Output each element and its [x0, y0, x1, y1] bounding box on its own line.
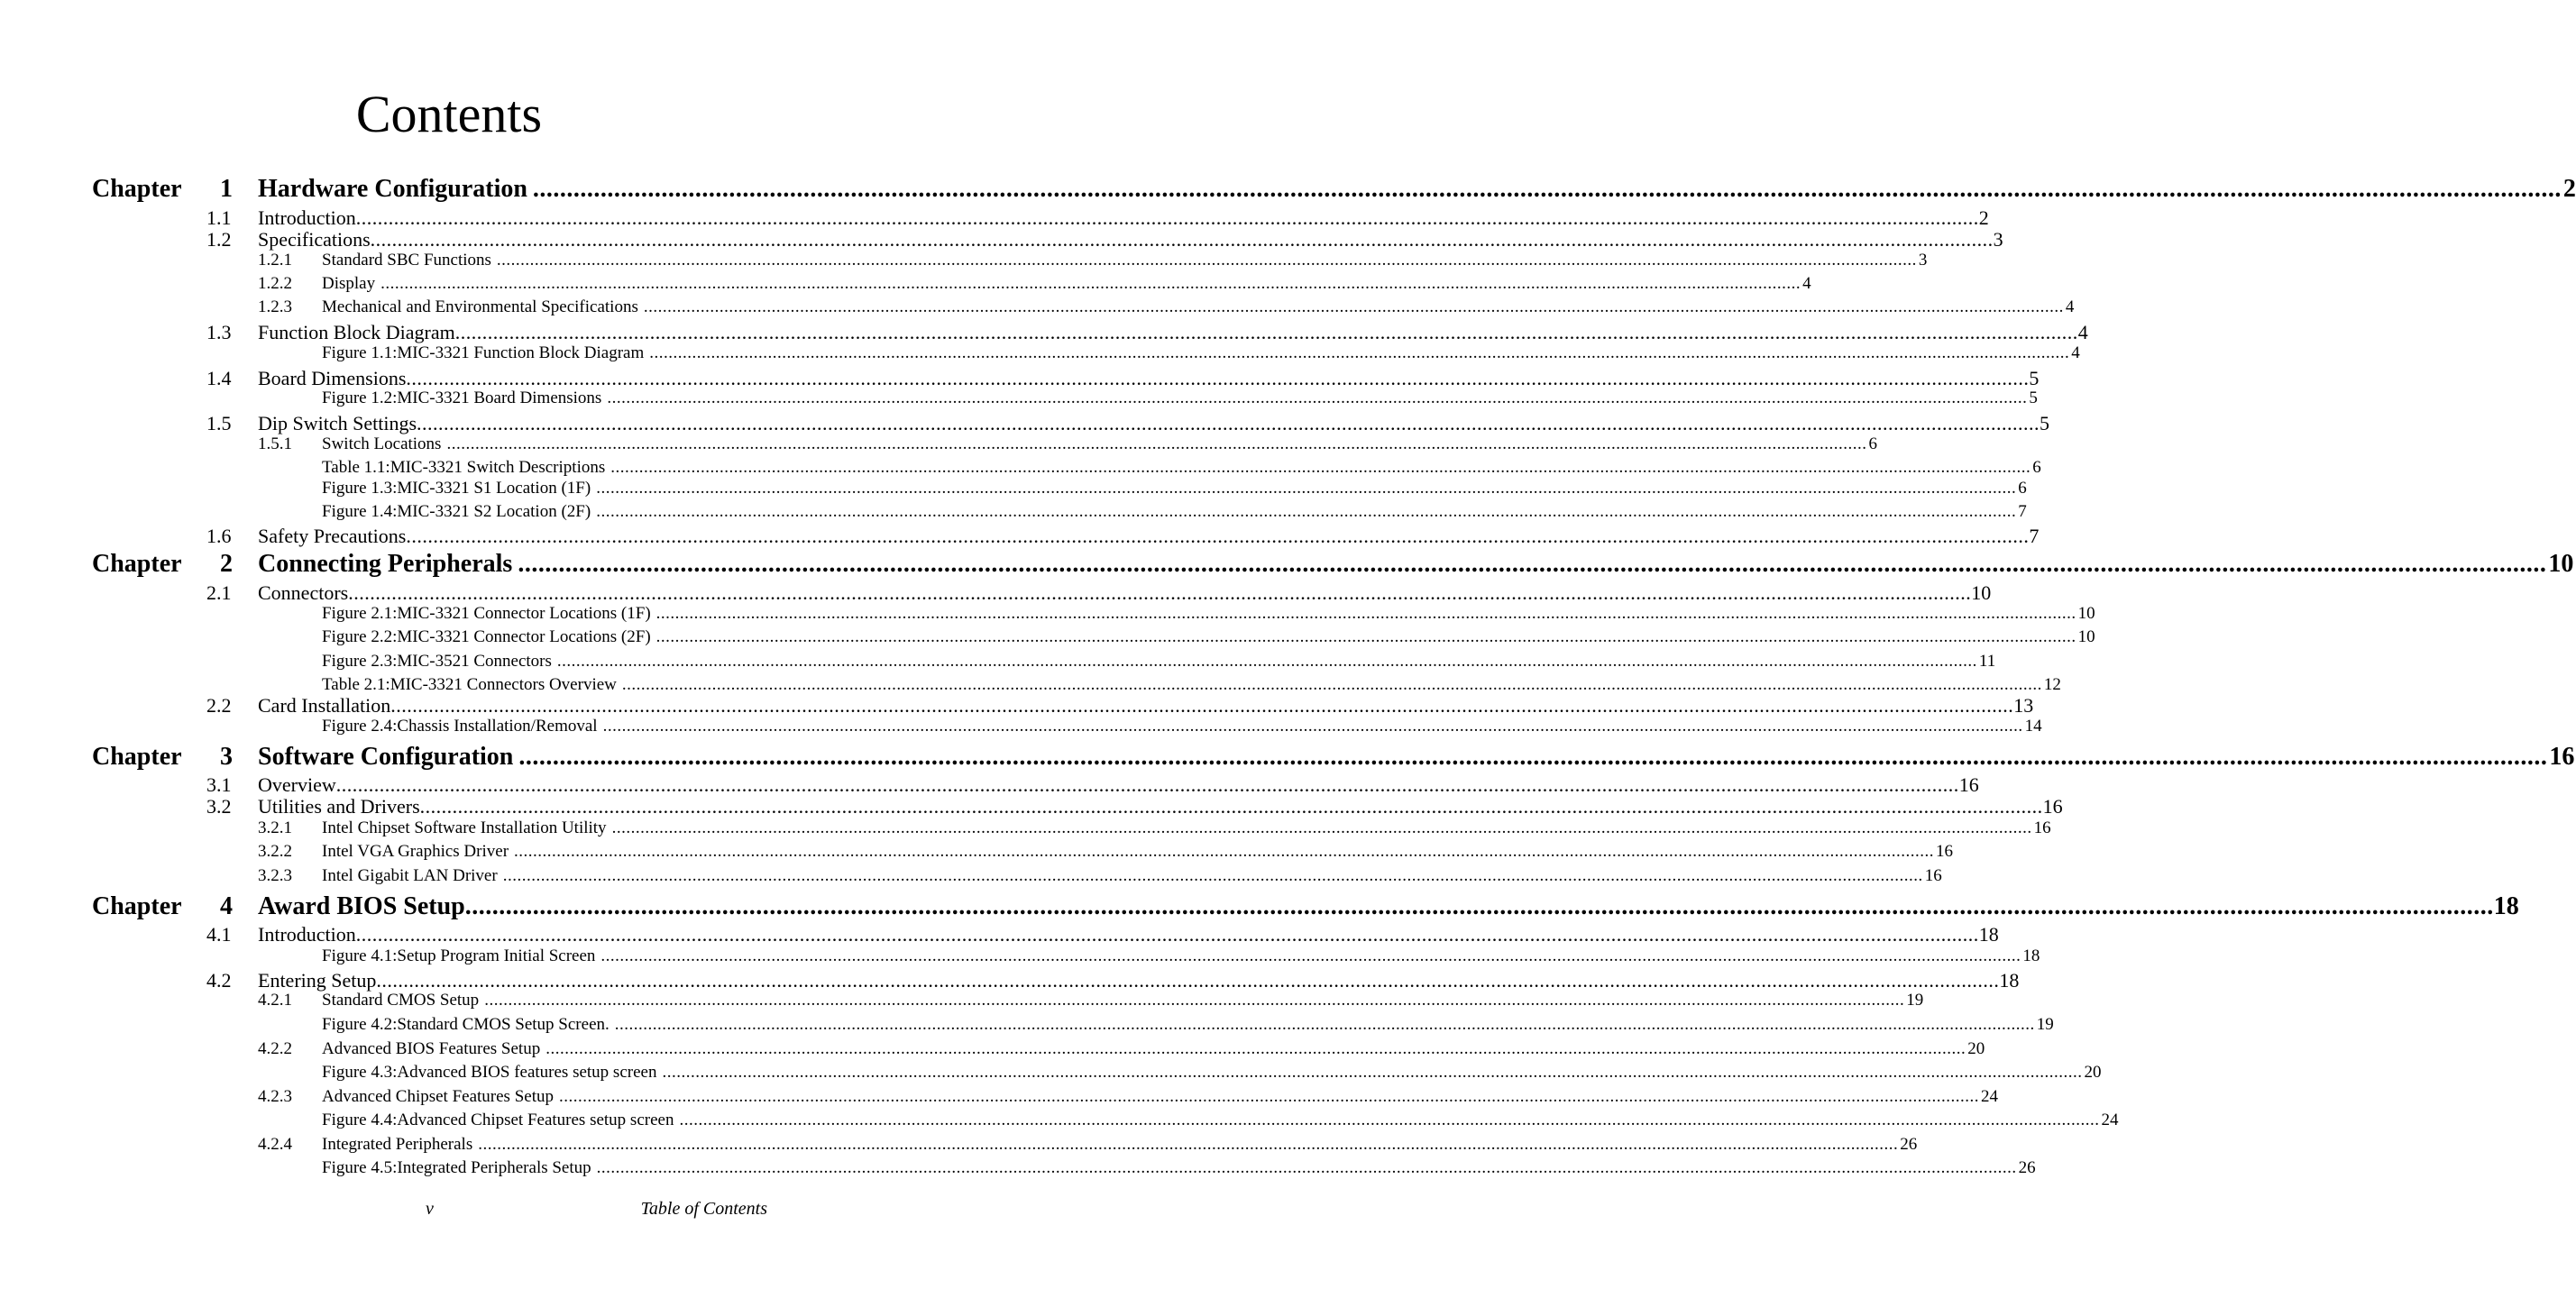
- section-title: Specifications: [258, 228, 371, 251]
- section-entry[interactable]: Dip Switch Settings ............................................................................................................................................................................................................................................................................................................ 5: [258, 412, 2050, 434]
- section-page: 5: [2040, 412, 2050, 434]
- section-title: Introduction: [258, 923, 356, 946]
- section-page: 18: [1978, 923, 1999, 946]
- chapter-title: Software Configuration: [258, 743, 514, 771]
- section-entry[interactable]: Introduction ............................................................................................................................................................................................................................................................................................................ 18: [258, 923, 1999, 946]
- figure-entry[interactable]: Figure 1.2:MIC-3321 Board Dimensions ............................................................................................................................................................................................................................................................................................................ 5: [322, 389, 2038, 407]
- chapter-page: 10: [2548, 550, 2574, 578]
- section-entry[interactable]: Board Dimensions ............................................................................................................................................................................................................................................................................................................ 5: [258, 367, 2040, 389]
- subsection-title: Mechanical and Environmental Specifications: [322, 297, 638, 316]
- subsection-entry[interactable]: Standard CMOS Setup ............................................................................................................................................................................................................................................................................................................ 19: [322, 991, 1924, 1010]
- subsection-number: 4.2.1: [258, 991, 292, 1010]
- section-entry[interactable]: Function Block Diagram ............................................................................................................................................................................................................................................................................................................ 4: [258, 321, 2088, 343]
- figure-page: 20: [2084, 1063, 2102, 1082]
- section-number: 3.1: [206, 773, 232, 796]
- section-number: 1.4: [206, 367, 232, 389]
- figure-page: 24: [2101, 1111, 2119, 1129]
- figure-title: Figure 4.5:Integrated Peripherals Setup: [322, 1158, 591, 1177]
- chapter-number: 3: [220, 743, 233, 771]
- subsection-title: Intel Gigabit LAN Driver: [322, 866, 498, 885]
- subsection-number: 4.2.3: [258, 1087, 292, 1106]
- figure-entry[interactable]: Figure 1.1:MIC-3321 Function Block Diagram ............................................................................................................................................................................................................................................................................................................ 4: [322, 343, 2080, 362]
- subsection-page: 24: [1980, 1087, 1998, 1106]
- subsection-entry[interactable]: Switch Locations ............................................................................................................................................................................................................................................................................................................ 6: [322, 434, 1877, 453]
- chapter-label: Chapter: [92, 892, 182, 920]
- section-title: Board Dimensions: [258, 367, 407, 389]
- subsection-page: 26: [1900, 1135, 1918, 1154]
- figure-title: Figure 1.2:MIC-3321 Board Dimensions: [322, 389, 602, 407]
- section-number: 1.3: [206, 321, 232, 343]
- chapter-entry[interactable]: Software Configuration ............................................................................................................................................................................................................................................................................................................ 16: [258, 743, 2575, 771]
- subsection-entry[interactable]: Intel VGA Graphics Driver ............................................................................................................................................................................................................................................................................................................ 16: [322, 842, 1954, 861]
- figure-title: Figure 1.3:MIC-3321 S1 Location (1F): [322, 479, 591, 498]
- subsection-title: Advanced Chipset Features Setup: [322, 1087, 554, 1106]
- subsection-title: Switch Locations: [322, 434, 442, 453]
- figure-page: 6: [2032, 458, 2041, 477]
- subsection-title: Intel Chipset Software Installation Utility: [322, 818, 607, 837]
- figure-entry[interactable]: Figure 2.1:MIC-3321 Connector Locations (1F) ............................................................................................................................................................................................................................................................................................................ 10: [322, 604, 2095, 623]
- figure-title: Figure 2.4:Chassis Installation/Removal: [322, 717, 598, 736]
- subsection-number: 1.5.1: [258, 434, 292, 453]
- chapter-page: 18: [2493, 892, 2519, 920]
- section-number: 1.2: [206, 228, 232, 251]
- chapter-page: 16: [2549, 743, 2575, 771]
- figure-entry[interactable]: Figure 4.4:Advanced Chipset Features setup screen ............................................................................................................................................................................................................................................................................................................ 24: [322, 1111, 2119, 1129]
- section-title: Overview: [258, 773, 336, 796]
- subsection-page: 16: [1924, 866, 1942, 885]
- section-page: 2: [1978, 206, 1989, 229]
- subsection-page: 6: [1868, 434, 1877, 453]
- subsection-number: 1.2.1: [258, 251, 292, 270]
- chapter-title: Hardware Configuration: [258, 175, 527, 203]
- subsection-entry[interactable]: Display ............................................................................................................................................................................................................................................................................................................ 4: [322, 274, 1811, 293]
- chapter-number: 2: [220, 550, 233, 578]
- figure-entry[interactable]: Figure 4.5:Integrated Peripherals Setup ............................................................................................................................................................................................................................................................................................................ 26: [322, 1158, 2036, 1177]
- figure-page: 7: [2018, 502, 2027, 521]
- figure-page: 5: [2029, 389, 2038, 407]
- figure-title: Table 1.1:MIC-3321 Switch Descriptions: [322, 458, 606, 477]
- figure-entry[interactable]: Figure 4.2:Standard CMOS Setup Screen. ............................................................................................................................................................................................................................................................................................................ 19: [322, 1015, 2054, 1034]
- figure-page: 6: [2018, 479, 2027, 498]
- figure-entry[interactable]: Figure 2.3:MIC-3521 Connectors ............................................................................................................................................................................................................................................................................................................ 11: [322, 652, 1996, 671]
- figure-entry[interactable]: Figure 2.2:MIC-3321 Connector Locations (2F) ............................................................................................................................................................................................................................................................................................................ 10: [322, 627, 2095, 646]
- chapter-title: Connecting Peripherals: [258, 550, 513, 578]
- subsection-page: 19: [1906, 991, 1924, 1010]
- figure-title: Figure 4.4:Advanced Chipset Features setup screen: [322, 1111, 674, 1129]
- figure-entry[interactable]: Table 2.1:MIC-3321 Connectors Overview ............................................................................................................................................................................................................................................................................................................ 12: [322, 675, 2061, 694]
- figure-page: 11: [1978, 652, 1996, 671]
- subsection-number: 3.2.3: [258, 866, 292, 885]
- page-title: Contents: [355, 85, 543, 143]
- section-page: 13: [2013, 694, 2034, 717]
- chapter-label: Chapter: [92, 550, 182, 578]
- subsection-title: Standard SBC Functions: [322, 251, 491, 270]
- section-number: 1.1: [206, 206, 232, 229]
- section-page: 7: [2029, 525, 2040, 547]
- section-page: 18: [1999, 969, 2020, 992]
- chapter-title: Award BIOS Setup: [258, 892, 465, 920]
- chapter-entry[interactable]: Hardware Configuration ............................................................................................................................................................................................................................................................................................................ 2: [258, 175, 2576, 203]
- figure-title: Figure 1.1:MIC-3321 Function Block Diagram: [322, 343, 645, 362]
- chapter-label: Chapter: [92, 175, 182, 203]
- section-title: Card Installation: [258, 694, 391, 717]
- figure-page: 18: [2022, 946, 2040, 965]
- section-number: 2.1: [206, 581, 232, 604]
- figure-entry[interactable]: Figure 4.3:Advanced BIOS features setup screen ............................................................................................................................................................................................................................................................................................................ 20: [322, 1063, 2102, 1082]
- section-page: 5: [2029, 367, 2040, 389]
- subsection-entry[interactable]: Standard SBC Functions ............................................................................................................................................................................................................................................................................................................ 3: [322, 251, 1928, 270]
- subsection-entry[interactable]: Advanced BIOS Features Setup ............................................................................................................................................................................................................................................................................................................ 20: [322, 1039, 1985, 1058]
- subsection-number: 3.2.1: [258, 818, 292, 837]
- figure-page: 10: [2077, 627, 2095, 646]
- section-page: 10: [1971, 581, 1992, 604]
- section-entry[interactable]: Entering Setup ............................................................................................................................................................................................................................................................................................................ 18: [258, 969, 2020, 992]
- subsection-entry[interactable]: Advanced Chipset Features Setup ............................................................................................................................................................................................................................................................................................................ 24: [322, 1087, 1998, 1106]
- subsection-page: 3: [1918, 251, 1928, 270]
- figure-title: Figure 2.1:MIC-3321 Connector Locations (1F): [322, 604, 651, 623]
- subsection-title: Integrated Peripherals: [322, 1135, 473, 1154]
- section-title: Introduction: [258, 206, 356, 229]
- subsection-title: Display: [322, 274, 376, 293]
- figure-title: Table 2.1:MIC-3321 Connectors Overview: [322, 675, 617, 694]
- section-page: 4: [2077, 321, 2088, 343]
- section-page: 16: [2042, 795, 2063, 818]
- section-entry[interactable]: Specifications ............................................................................................................................................................................................................................................................................................................ 3: [258, 228, 2003, 251]
- section-title: Entering Setup: [258, 969, 377, 992]
- subsection-entry[interactable]: Intel Gigabit LAN Driver ............................................................................................................................................................................................................................................................................................................ 16: [322, 866, 1942, 885]
- section-title: Utilities and Drivers: [258, 795, 420, 818]
- chapter-entry[interactable]: Connecting Peripherals ............................................................................................................................................................................................................................................................................................................ 10: [258, 550, 2574, 578]
- section-entry[interactable]: Overview ............................................................................................................................................................................................................................................................................................................ 16: [258, 773, 1979, 796]
- chapter-number: 1: [220, 175, 233, 203]
- figure-page: 4: [2071, 343, 2080, 362]
- subsection-entry[interactable]: Mechanical and Environmental Specifications ............................................................................................................................................................................................................................................................................................................ 4: [322, 297, 2075, 316]
- section-page: 16: [1958, 773, 1979, 796]
- subsection-page: 16: [1936, 842, 1954, 861]
- figure-page: 12: [2043, 675, 2061, 694]
- subsection-entry[interactable]: Intel Chipset Software Installation Utility ............................................................................................................................................................................................................................................................................................................ 16: [322, 818, 2051, 837]
- chapter-page: 2: [2562, 175, 2576, 203]
- section-number: 3.2: [206, 795, 232, 818]
- figure-page: 10: [2077, 604, 2095, 623]
- figure-title: Figure 4.2:Standard CMOS Setup Screen.: [322, 1015, 610, 1034]
- figure-entry[interactable]: Figure 2.4:Chassis Installation/Removal ............................................................................................................................................................................................................................................................................................................ 14: [322, 717, 2042, 736]
- figure-entry[interactable]: Figure 1.3:MIC-3321 S1 Location (1F) ............................................................................................................................................................................................................................................................................................................ 6: [322, 479, 2027, 498]
- figure-entry[interactable]: Figure 1.4:MIC-3321 S2 Location (2F) ............................................................................................................................................................................................................................................................................................................ 7: [322, 502, 2027, 521]
- section-number: 2.2: [206, 694, 232, 717]
- subsection-number: 4.2.2: [258, 1039, 292, 1058]
- section-title: Safety Precautions: [258, 525, 407, 547]
- footer-section-title: Table of Contents: [640, 1199, 767, 1219]
- footer-page-number: v: [426, 1199, 434, 1219]
- section-entry[interactable]: Card Installation ............................................................................................................................................................................................................................................................................................................ 13: [258, 694, 2034, 717]
- figure-title: Figure 2.2:MIC-3321 Connector Locations (2F): [322, 627, 651, 646]
- subsection-number: 1.2.2: [258, 274, 292, 293]
- section-page: 3: [1993, 228, 2003, 251]
- figure-entry[interactable]: Figure 4.1:Setup Program Initial Screen ............................................................................................................................................................................................................................................................................................................ 18: [322, 946, 2040, 965]
- subsection-page: 4: [1802, 274, 1811, 293]
- subsection-page: 4: [2065, 297, 2075, 316]
- subsection-title: Advanced BIOS Features Setup: [322, 1039, 541, 1058]
- subsection-number: 4.2.4: [258, 1135, 292, 1154]
- figure-page: 26: [2018, 1158, 2036, 1177]
- figure-entry[interactable]: Table 1.1:MIC-3321 Switch Descriptions ............................................................................................................................................................................................................................................................................................................ 6: [322, 458, 2041, 477]
- section-entry[interactable]: Safety Precautions ............................................................................................................................................................................................................................................................................................................ 7: [258, 525, 2040, 547]
- figure-title: Figure 2.3:MIC-3521 Connectors: [322, 652, 552, 671]
- chapter-label: Chapter: [92, 743, 182, 771]
- figure-title: Figure 1.4:MIC-3321 S2 Location (2F): [322, 502, 591, 521]
- subsection-title: Intel VGA Graphics Driver: [322, 842, 509, 861]
- section-title: Function Block Diagram: [258, 321, 455, 343]
- subsection-number: 1.2.3: [258, 297, 292, 316]
- subsection-entry[interactable]: Integrated Peripherals ............................................................................................................................................................................................................................................................................................................ 26: [322, 1135, 1918, 1154]
- section-entry[interactable]: Utilities and Drivers ............................................................................................................................................................................................................................................................................................................ 16: [258, 795, 2063, 818]
- section-title: Dip Switch Settings: [258, 412, 417, 434]
- section-number: 1.5: [206, 412, 232, 434]
- section-entry[interactable]: Introduction ............................................................................................................................................................................................................................................................................................................ 2: [258, 206, 1989, 229]
- figure-title: Figure 4.1:Setup Program Initial Screen: [322, 946, 596, 965]
- figure-page: 19: [2036, 1015, 2054, 1034]
- chapter-entry[interactable]: Award BIOS Setup ............................................................................................................................................................................................................................................................................................................ 18: [258, 892, 2519, 920]
- section-number: 4.1: [206, 923, 232, 946]
- subsection-title: Standard CMOS Setup: [322, 991, 480, 1010]
- section-entry[interactable]: Connectors ............................................................................................................................................................................................................................................................................................................ 10: [258, 581, 1992, 604]
- subsection-number: 3.2.2: [258, 842, 292, 861]
- section-number: 1.6: [206, 525, 232, 547]
- subsection-page: 20: [1967, 1039, 1985, 1058]
- section-title: Connectors: [258, 581, 349, 604]
- figure-title: Figure 4.3:Advanced BIOS features setup screen: [322, 1063, 657, 1082]
- subsection-page: 16: [2033, 818, 2051, 837]
- section-number: 4.2: [206, 969, 232, 992]
- chapter-number: 4: [220, 892, 233, 920]
- figure-page: 14: [2024, 717, 2042, 736]
